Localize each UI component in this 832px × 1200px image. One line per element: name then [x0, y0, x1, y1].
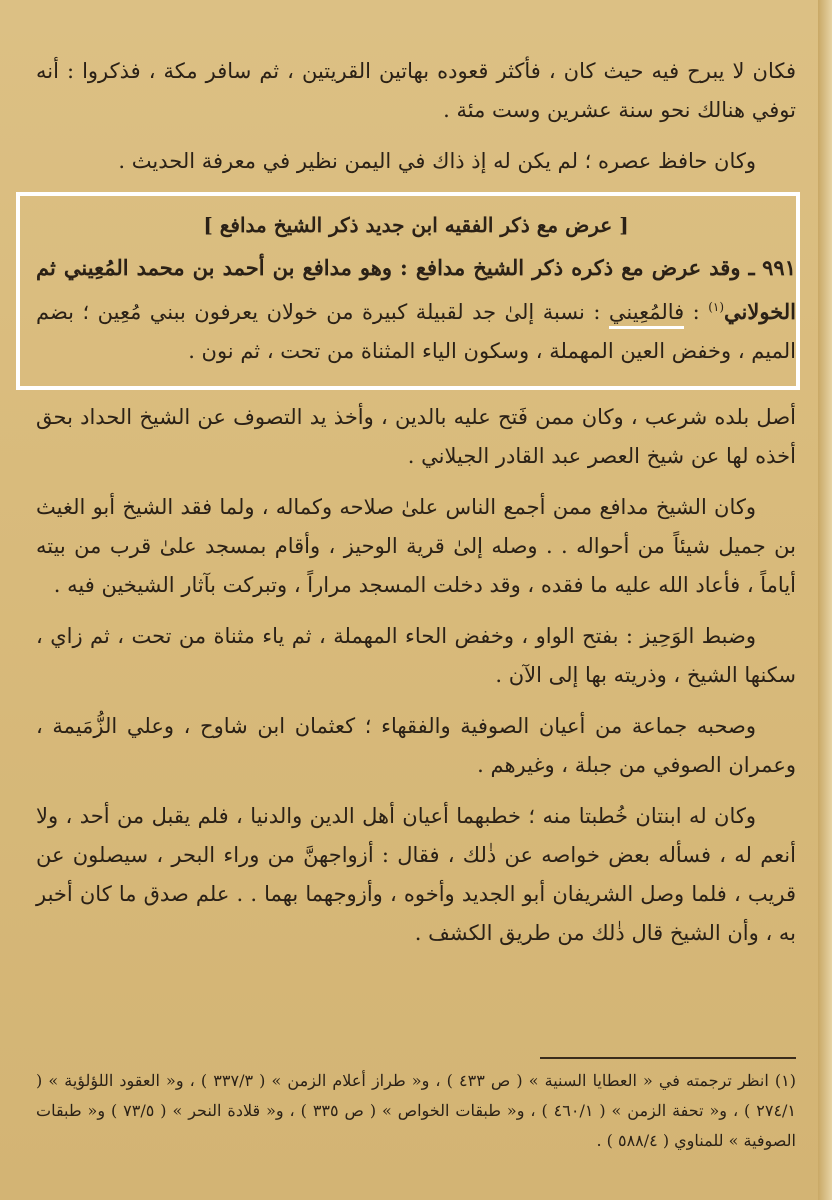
- top-text-block: [36, 52, 796, 193]
- entry-lead: ـ وقد عرض مع ذكره ذكر الشيخ مدافع : وهو مدافع بن أحمد بن محمد المُعِيني ثم الخولاني: [36, 255, 796, 324]
- underlined-word: فالمُعِيني: [609, 300, 684, 329]
- footnote-separator: [540, 1057, 796, 1059]
- paragraph: فكان لا يبرح فيه حيث كان ، فأكثر قعوده بهاتين القريتين ، ثم سافر مكة ، فذكروا : أنه توفي هنالك نحو سنة عشرين وست مئة .: [36, 59, 796, 122]
- paragraph: وكان الشيخ مدافع ممن أجمع الناس علىٰ صلاحه وكماله ، ولما فقد الشيخ أبو الغيث بن جميل شيئاً من أحواله . . وصله إلىٰ قرية الوحيز ، وأقام بمسجد علىٰ قرب من بيته أياماً ، فأعاد الله عليه ما فقده ، وقد دخلت المسجد مراراً ، وتبركت بآثار الشيخين فيه .: [36, 495, 796, 597]
- footnote: (١) انظر ترجمته في « العطايا السنية » ( ص ٤٣٣ ) ، و« طراز أعلام الزمن » ( ٣٣٧/٣ ) ، و« العقود اللؤلؤية » ( ٢٧٤/١ ) ، و« تحفة الزمن » ( ٤٦٠/١ ) ، و« طبقات الخواص » ( ص ٣٣٥ ) ، و« قلادة النحر » ( ٧٣/٥ ) و« طبقات الصوفية » للمناوي ( ٥٨٨/٤ ) .: [36, 1071, 797, 1150]
- footnotes: [36, 1066, 796, 1156]
- highlighted-section: [36, 196, 796, 371]
- paragraph: وكان له ابنتان خُطبتا منه ؛ خطبهما أعيان أهل الدين والدنيا ، فلم يقبل من أحد ، ولا أنعم له ، فسأله بعض خواصه عن ذٰلك ، فقال : أزواجهنَّ من وراء البحر ، سيصلون عن قريب ، فلما وصل الشريفان أبو الجديد وأخوه ، وأزوجهما بهما . . علم صدق ما كان أخبر به ، وأن الشيخ قال ذٰلك من طريق الكشف .: [36, 804, 796, 945]
- paragraph: وكان حافظ عصره ؛ لم يكن له إذ ذاك في اليمن نظير في معرفة الحديث .: [118, 149, 756, 173]
- paragraph: أصل بلده شرعب ، وكان ممن فَتح عليه بالدين ، وأخذ يد التصوف عن الشيخ الحداد بحق أخذه لها عن شيخ العصر عبد القادر الجيلاني .: [36, 405, 796, 468]
- page-gutter: [818, 0, 832, 1200]
- paragraph: وضبط الوَحِيز : بفتح الواو ، وخفض الحاء المهملة ، ثم ياء مثناة من تحت ، ثم زاي ، سكنها الشيخ ، وذريته بها إلى الآن .: [36, 624, 796, 687]
- entry-rest: : نسبة إلىٰ جد لقبيلة كبيرة من خولان يعرفون ببني مُعِين ؛ بضم الميم ، وخفض العين المهملة ، وسكون الياء المثناة من تحت ، ثم نون .: [36, 300, 796, 363]
- footnote-ref[interactable]: (١): [708, 300, 725, 314]
- paragraph: وصحبه جماعة من أعيان الصوفية والفقهاء ؛ كعثمان ابن شاوح ، وعلي الزُّمَيمة ، وعمران الصوفي من جبلة ، وغيرهم .: [36, 714, 796, 777]
- entry-paragraph: [36, 248, 796, 371]
- entry-number: ٩٩١: [762, 255, 796, 280]
- main-text-block: [36, 398, 796, 965]
- colon: :: [684, 300, 709, 324]
- section-heading: [ عرض مع ذكر الفقيه ابن جديد ذكر الشيخ مدافع ]: [203, 213, 629, 237]
